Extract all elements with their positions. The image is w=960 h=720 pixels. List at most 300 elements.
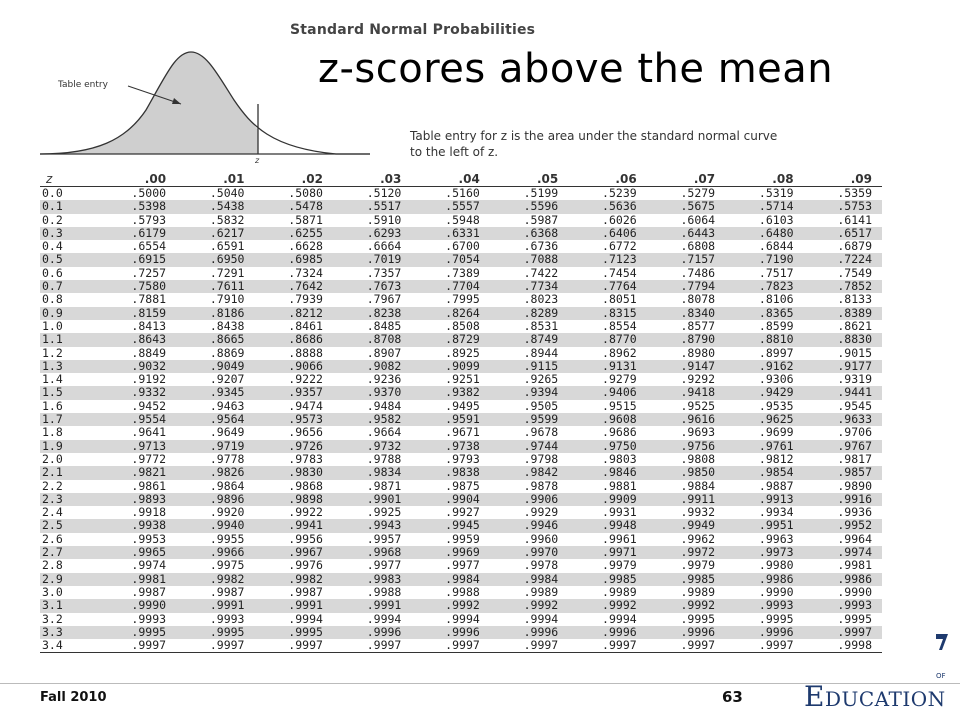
probability-cell: .9525 (680, 398, 716, 413)
table-row (40, 546, 882, 559)
table-row (40, 519, 882, 532)
probability-cell: .9082 (333, 360, 411, 373)
probability-cell: .9991 (254, 599, 332, 612)
probability-cell: .5040 (209, 186, 245, 200)
probability-cell: .8485 (366, 318, 402, 333)
probability-cell: .9993 (209, 611, 245, 626)
z-value-cell: 0.4 (42, 239, 63, 254)
probability-cell: .5478 (254, 200, 332, 213)
probability-cell: .8962 (602, 345, 637, 360)
probability-cell: .9345 (176, 386, 254, 399)
probability-cell: .9997 (725, 639, 803, 653)
probability-cell: .9992 (647, 599, 725, 612)
probability-cell: .9772 (131, 451, 167, 466)
probability-cell: .9032 (98, 360, 176, 373)
probability-cell: .8186 (176, 307, 254, 320)
table-row (40, 440, 882, 453)
probability-cell: .9265 (523, 372, 559, 387)
probability-cell: .9099 (411, 360, 489, 373)
probability-cell: .9868 (288, 478, 323, 493)
probability-cell: .9968 (333, 546, 411, 559)
table-row (40, 613, 882, 626)
probability-cell: .5714 (725, 200, 803, 213)
table-row (40, 214, 882, 227)
table-row (40, 493, 882, 506)
probability-cell: .9986 (804, 573, 882, 586)
probability-cell: .9997 (333, 639, 411, 653)
probability-cell: .8686 (254, 333, 332, 346)
z-value-cell: 2.4 (42, 505, 63, 520)
probability-cell: .9306 (758, 372, 794, 387)
probability-cell: .9959 (445, 531, 480, 546)
probability-cell: .5871 (288, 212, 323, 227)
probability-cell: .5753 (804, 200, 882, 213)
probability-cell: .7910 (209, 292, 245, 307)
probability-cell: .9927 (445, 505, 480, 520)
probability-cell: .5239 (602, 186, 637, 200)
probability-cell: .5987 (523, 212, 559, 227)
probability-cell: .9850 (647, 466, 725, 479)
table-row (40, 533, 882, 546)
probability-cell: .9982 (176, 573, 254, 586)
probability-cell: .9463 (209, 398, 245, 413)
probability-cell: .7357 (366, 265, 402, 280)
probability-cell: .9960 (523, 531, 559, 546)
probability-cell: .6064 (680, 212, 716, 227)
probability-cell: .9875 (445, 478, 480, 493)
probability-cell: .9452 (131, 398, 167, 413)
probability-cell: .9842 (490, 466, 568, 479)
probability-cell: .8869 (209, 345, 245, 360)
probability-cell: .9713 (98, 440, 176, 453)
table-row (40, 413, 882, 426)
probability-cell: .9918 (131, 505, 167, 520)
probability-cell: .9429 (725, 386, 803, 399)
probability-cell: .9738 (411, 440, 489, 453)
probability-cell: .9846 (568, 466, 646, 479)
probability-cell: .9997 (176, 639, 254, 653)
probability-cell: .7486 (680, 265, 716, 280)
probability-cell: .6255 (254, 227, 332, 240)
probability-cell: .7995 (445, 292, 480, 307)
page-number: 63 (722, 688, 743, 706)
probability-cell: .9989 (680, 584, 716, 599)
curve-axis-label: z (255, 156, 260, 165)
probability-cell: .9976 (288, 558, 323, 573)
probability-cell: .9987 (209, 584, 245, 599)
table-row (40, 320, 882, 333)
probability-cell: .7794 (647, 280, 725, 293)
probability-cell: .8438 (209, 318, 245, 333)
probability-cell: .9997 (490, 639, 568, 653)
slide-title: z-scores above the mean (318, 46, 834, 92)
column-header: .08 (725, 172, 803, 187)
probability-cell: .9830 (254, 466, 332, 479)
table-row (40, 267, 882, 280)
table-row (40, 466, 882, 479)
z-value-cell: 0.6 (42, 265, 63, 280)
probability-cell: .9884 (680, 478, 716, 493)
probability-cell: .9783 (288, 451, 323, 466)
probability-cell: .9292 (680, 372, 716, 387)
probability-cell: .9945 (411, 519, 489, 532)
probability-cell: .5120 (366, 186, 402, 200)
probability-cell: .9956 (288, 531, 323, 546)
probability-cell: .9808 (680, 451, 716, 466)
probability-cell: .9922 (288, 505, 323, 520)
probability-cell: .9909 (568, 493, 646, 506)
probability-cell: .6591 (209, 239, 245, 254)
probability-cell: .9131 (568, 360, 646, 373)
z-table-header (40, 172, 882, 187)
probability-cell: .9817 (837, 451, 872, 466)
z-value-cell: 0.9 (40, 307, 98, 320)
z-value-cell: 0.5 (40, 253, 98, 266)
probability-cell: .8925 (445, 345, 480, 360)
probability-cell: .5000 (131, 186, 167, 200)
probability-cell: .7517 (758, 265, 794, 280)
probability-cell: .9981 (837, 558, 872, 573)
probability-cell: .6293 (333, 227, 411, 240)
z-value-cell: 2.8 (42, 558, 63, 573)
probability-cell: .7157 (647, 253, 725, 266)
column-header: .07 (647, 172, 725, 187)
probability-cell: .9788 (366, 451, 402, 466)
probability-cell: .9949 (647, 519, 725, 532)
table-row (40, 639, 882, 653)
probability-cell: .7422 (523, 265, 559, 280)
probability-cell: .7324 (288, 265, 323, 280)
probability-cell: .9987 (288, 584, 323, 599)
table-caption (410, 128, 890, 160)
z-value-cell: 2.7 (40, 546, 98, 559)
probability-cell: .9980 (758, 558, 794, 573)
probability-cell: .9974 (131, 558, 167, 573)
z-value-cell: 1.3 (40, 360, 98, 373)
probability-cell: .8023 (523, 292, 559, 307)
probability-cell: .9993 (804, 599, 882, 612)
probability-cell: .9989 (602, 584, 637, 599)
probability-cell: .6808 (680, 239, 716, 254)
probability-cell: .8315 (568, 307, 646, 320)
probability-cell: .9971 (568, 546, 646, 559)
probability-cell: .7881 (131, 292, 167, 307)
probability-cell: .9916 (804, 493, 882, 506)
probability-cell: .9931 (602, 505, 637, 520)
probability-cell: .9861 (131, 478, 167, 493)
probability-cell: .9936 (837, 505, 872, 520)
probability-cell: .9982 (254, 573, 332, 586)
probability-cell: .6103 (758, 212, 794, 227)
probability-cell: .5080 (288, 186, 323, 200)
probability-cell: .8810 (725, 333, 803, 346)
table-row (40, 386, 882, 399)
probability-cell: .9973 (725, 546, 803, 559)
probability-cell: .9943 (333, 519, 411, 532)
probability-cell: .7764 (568, 280, 646, 293)
probability-cell: .9803 (602, 451, 637, 466)
probability-cell: .9925 (366, 505, 402, 520)
probability-cell: .9913 (725, 493, 803, 506)
probability-cell: .9978 (523, 558, 559, 573)
table-row (40, 280, 882, 293)
probability-cell: .9953 (131, 531, 167, 546)
probability-cell: .9515 (602, 398, 637, 413)
z-value-cell: 0.2 (42, 212, 63, 227)
probability-cell: .9904 (411, 493, 489, 506)
probability-cell: .9418 (647, 386, 725, 399)
probability-cell: .9887 (758, 478, 794, 493)
probability-cell: .7642 (254, 280, 332, 293)
probability-cell: .9977 (445, 558, 480, 573)
logo-mark-icon (930, 632, 950, 652)
probability-cell: .9951 (725, 519, 803, 532)
table-row (40, 240, 882, 253)
z-value-cell: 1.5 (40, 386, 98, 399)
probability-cell: .6628 (288, 239, 323, 254)
probability-cell: .9992 (568, 599, 646, 612)
z-value-cell: 1.9 (40, 440, 98, 453)
probability-cell: .9941 (254, 519, 332, 532)
probability-cell: .9656 (288, 425, 323, 440)
probability-cell: .9857 (804, 466, 882, 479)
probability-cell: .9693 (680, 425, 716, 440)
probability-cell: .9115 (490, 360, 568, 373)
probability-cell: .7389 (445, 265, 480, 280)
probability-cell: .9979 (680, 558, 716, 573)
z-table (40, 172, 882, 653)
probability-cell: .7257 (131, 265, 167, 280)
probability-cell: .9995 (98, 626, 176, 639)
table-row (40, 227, 882, 240)
probability-cell: .9767 (804, 440, 882, 453)
probability-cell: .5279 (680, 186, 716, 200)
probability-cell: .9319 (837, 372, 872, 387)
caption-line-1: Table entry for z is the area under the standard normal curve (410, 129, 778, 143)
probability-cell: .8340 (647, 307, 725, 320)
probability-cell: .8508 (445, 318, 480, 333)
probability-cell: .9995 (254, 626, 332, 639)
probability-cell: .5675 (647, 200, 725, 213)
probability-cell: .6915 (98, 253, 176, 266)
probability-cell: .8708 (333, 333, 411, 346)
probability-cell: .9505 (523, 398, 559, 413)
probability-cell: .9940 (176, 519, 254, 532)
z-value-cell: 3.1 (40, 599, 98, 612)
probability-cell: .9967 (254, 546, 332, 559)
probability-cell: .9838 (411, 466, 489, 479)
table-row (40, 200, 882, 213)
z-value-cell: 0.3 (40, 227, 98, 240)
z-value-cell: 0.8 (42, 292, 63, 307)
probability-cell: .9441 (804, 386, 882, 399)
probability-cell: .6844 (758, 239, 794, 254)
probability-cell: .6772 (602, 239, 637, 254)
probability-cell: .9991 (176, 599, 254, 612)
probability-cell: .6480 (725, 227, 803, 240)
probability-cell: .9686 (602, 425, 637, 440)
probability-cell: .6950 (176, 253, 254, 266)
probability-cell: .9997 (804, 626, 882, 639)
probability-cell: .9998 (804, 639, 882, 653)
z-value-cell: 2.6 (42, 531, 63, 546)
logo-of: OF (936, 672, 946, 680)
probability-cell: .9981 (98, 573, 176, 586)
probability-cell: .9896 (176, 493, 254, 506)
probability-cell: .9881 (602, 478, 637, 493)
probability-cell: .8531 (523, 318, 559, 333)
z-value-cell: 1.2 (42, 345, 63, 360)
probability-cell: .9990 (98, 599, 176, 612)
probability-cell: .8643 (98, 333, 176, 346)
probability-cell: .9545 (837, 398, 872, 413)
probability-cell: .9994 (523, 611, 559, 626)
z-value-cell: 1.7 (40, 413, 98, 426)
table-row (40, 373, 882, 386)
probability-cell: .9406 (568, 386, 646, 399)
probability-cell: .9955 (209, 531, 245, 546)
probability-cell: .5438 (176, 200, 254, 213)
column-header: .02 (254, 172, 332, 187)
probability-cell: .7291 (209, 265, 245, 280)
curve-label: Table entry (58, 80, 108, 90)
probability-cell: .9946 (490, 519, 568, 532)
probability-cell: .6736 (523, 239, 559, 254)
probability-cell: .9878 (523, 478, 559, 493)
table-row (40, 426, 882, 439)
probability-cell: .9989 (523, 584, 559, 599)
probability-cell: .9964 (837, 531, 872, 546)
probability-cell: .9996 (411, 626, 489, 639)
probability-cell: .6700 (445, 239, 480, 254)
probability-cell: .9049 (176, 360, 254, 373)
probability-cell: .9641 (131, 425, 167, 440)
probability-cell: .7054 (411, 253, 489, 266)
probability-cell: .8621 (837, 318, 872, 333)
probability-cell: .6141 (837, 212, 872, 227)
probability-cell: .9995 (837, 611, 872, 626)
probability-cell: .9834 (333, 466, 411, 479)
table-row (40, 559, 882, 572)
probability-cell: .9966 (176, 546, 254, 559)
probability-cell: .9997 (647, 639, 725, 653)
probability-cell: .9474 (288, 398, 323, 413)
probability-cell: .9898 (254, 493, 332, 506)
probability-cell: .9394 (490, 386, 568, 399)
normal-curve-figure (36, 30, 376, 170)
probability-cell: .9984 (490, 573, 568, 586)
probability-cell: .8790 (647, 333, 725, 346)
probability-cell: .9988 (366, 584, 402, 599)
table-row (40, 506, 882, 519)
probability-cell: .7549 (837, 265, 872, 280)
probability-cell: .9979 (602, 558, 637, 573)
table-heading: Standard Normal Probabilities (290, 22, 536, 38)
probability-cell: .8944 (523, 345, 559, 360)
probability-cell: .9996 (568, 626, 646, 639)
probability-cell: .9649 (209, 425, 245, 440)
probability-cell: .7852 (804, 280, 882, 293)
probability-cell: .9177 (804, 360, 882, 373)
probability-cell: .9864 (209, 478, 245, 493)
probability-cell: .7734 (490, 280, 568, 293)
probability-cell: .5557 (411, 200, 489, 213)
table-row (40, 253, 882, 266)
column-header: .00 (98, 172, 176, 187)
probability-cell: .8907 (366, 345, 402, 360)
probability-cell: .9986 (725, 573, 803, 586)
probability-cell: .8997 (758, 345, 794, 360)
probability-cell: .9726 (254, 440, 332, 453)
probability-cell: .9015 (837, 345, 872, 360)
probability-cell: .9994 (366, 611, 402, 626)
probability-cell: .9871 (366, 478, 402, 493)
probability-cell: .6985 (254, 253, 332, 266)
probability-cell: .9997 (568, 639, 646, 653)
probability-cell: .8770 (568, 333, 646, 346)
probability-cell: .7454 (602, 265, 637, 280)
curve-shaded-area (40, 52, 258, 154)
column-header: .05 (490, 172, 568, 187)
probability-cell: .6368 (490, 227, 568, 240)
probability-cell: .8264 (411, 307, 489, 320)
probability-cell: .6406 (568, 227, 646, 240)
probability-cell: .9991 (333, 599, 411, 612)
probability-cell: .9995 (176, 626, 254, 639)
table-row (40, 187, 882, 201)
table-row (40, 480, 882, 493)
footer-date: Fall 2010 (40, 690, 107, 705)
probability-cell: .9664 (366, 425, 402, 440)
probability-cell: .9972 (647, 546, 725, 559)
probability-cell: .9993 (725, 599, 803, 612)
probability-cell: .9608 (568, 413, 646, 426)
probability-cell: .9332 (98, 386, 176, 399)
probability-cell: .8289 (490, 307, 568, 320)
probability-cell: .9995 (680, 611, 716, 626)
table-row (40, 293, 882, 306)
probability-cell: .9992 (411, 599, 489, 612)
probability-cell: .9997 (98, 639, 176, 653)
probability-cell: .8554 (602, 318, 637, 333)
probability-cell: .5793 (131, 212, 167, 227)
probability-cell: .8078 (680, 292, 716, 307)
probability-cell: .9678 (523, 425, 559, 440)
caption-line-2: to the left of z. (410, 145, 499, 159)
probability-cell: .9901 (333, 493, 411, 506)
probability-cell: .9997 (411, 639, 489, 653)
probability-cell: .9984 (411, 573, 489, 586)
probability-cell: .9974 (804, 546, 882, 559)
probability-cell: .7019 (333, 253, 411, 266)
probability-cell: .9633 (804, 413, 882, 426)
probability-cell: .9162 (725, 360, 803, 373)
probability-cell: .5832 (209, 212, 245, 227)
probability-cell: .7190 (725, 253, 803, 266)
probability-cell: .5359 (837, 186, 872, 200)
probability-cell: .9616 (647, 413, 725, 426)
z-value-cell: 2.0 (42, 451, 63, 466)
probability-cell: .5199 (523, 186, 559, 200)
probability-cell: .9938 (98, 519, 176, 532)
probability-cell: .6179 (98, 227, 176, 240)
probability-cell: .8980 (680, 345, 716, 360)
probability-cell: .8238 (333, 307, 411, 320)
z-value-cell: 2.2 (42, 478, 63, 493)
column-header: .06 (568, 172, 646, 187)
table-row (40, 586, 882, 599)
probability-cell: .7088 (490, 253, 568, 266)
